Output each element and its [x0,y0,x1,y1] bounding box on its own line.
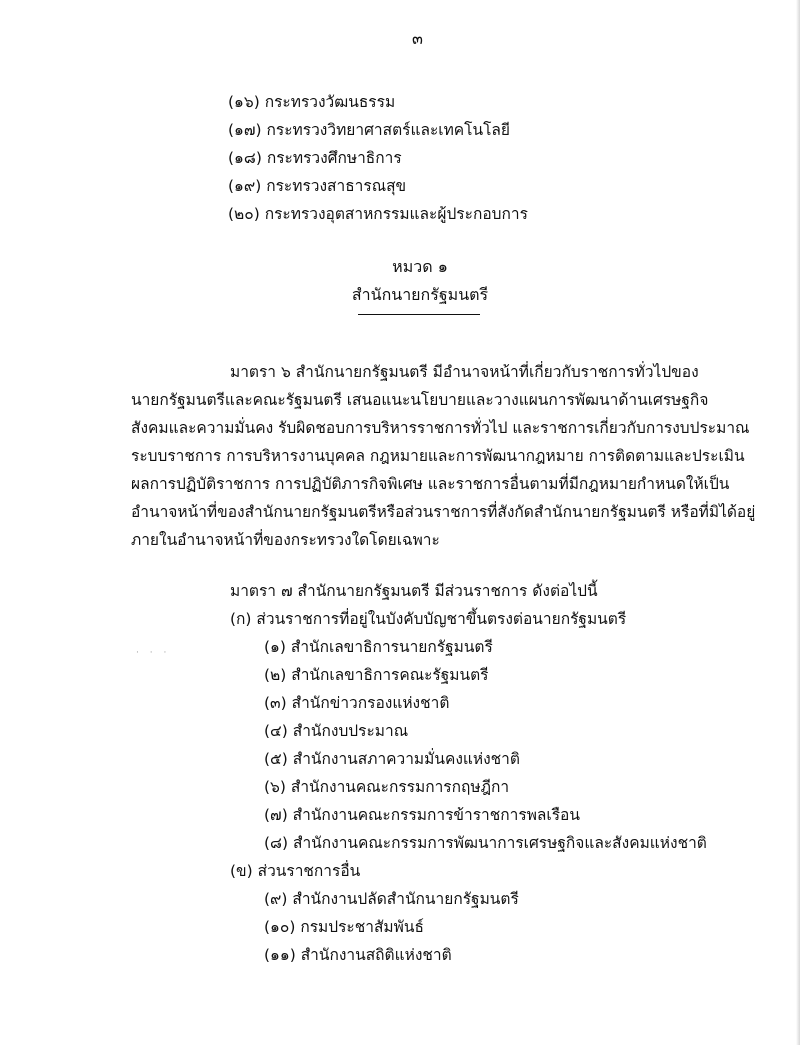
scan-edge [796,0,800,1045]
paragraph-line: มาตรา ๖ สำนักนายกรัฐมนตรี มีอำนาจหน้าที่เกี่ยวกับราชการทั่วไปของ [230,363,699,381]
paragraph-line: อำนาจหน้าที่ของสำนักนายกรัฐมนตรีหรือส่วนราชการที่สังกัดสำนักนายกรัฐมนตรี หรือที่มิได้อยู่ [131,503,756,521]
paragraph-line: ภายในอำนาจหน้าที่ของกระทรวงใดโดยเฉพาะ [131,531,440,549]
list-item: (๔) สำนักงบประมาณ [264,722,409,740]
chapter-heading: หมวด ๑ [392,257,448,276]
list-item: (๑๘) กระทรวงศึกษาธิการ [228,149,402,167]
list-item: (๖) สำนักงานคณะกรรมการกฤษฎีกา [264,778,510,796]
list-item: (๕) สำนักงานสภาความมั่นคงแห่งชาติ [264,750,520,768]
list-item: (๗) สำนักงานคณะกรรมการข้าราชการพลเรือน [264,806,580,824]
list-item: (๑๖) กระทรวงวัฒนธรรม [228,93,396,111]
group-label: (ก) ส่วนราชการที่อยู่ในบังคับบัญชาขึ้นตรงต่อนายกรัฐมนตรี [230,610,627,628]
list-item: (๑๑) สำนักงานสถิติแห่งชาติ [264,946,452,964]
scan-speck: · · · [136,648,171,658]
list-item: (๘) สำนักงานคณะกรรมการพัฒนาการเศรษฐกิจและสังคมแห่งชาติ [264,834,707,852]
title-underline [358,314,480,315]
group-label: (ข) ส่วนราชการอื่น [230,862,361,880]
list-item: (๑๙) กระทรวงสาธารณสุข [228,177,407,195]
paragraph-line: นายกรัฐมนตรีและคณะรัฐมนตรี เสนอแนะนโยบายและวางแผนการพัฒนาด้านเศรษฐกิจ [131,391,709,409]
paragraph-line: สังคมและความมั่นคง รับผิดชอบการบริหารราชการทั่วไป และราชการเกี่ยวกับการงบประมาณ [131,419,750,437]
list-item: (๙) สำนักงานปลัดสำนักนายกรัฐมนตรี [264,890,519,908]
page-number: ๓ [412,29,423,48]
list-item: (๑๐) กรมประชาสัมพันธ์ [264,918,424,936]
list-item: (๓) สำนักข่าวกรองแห่งชาติ [264,694,450,712]
paragraph-line: ผลการปฏิบัติราชการ การปฏิบัติภารกิจพิเศษ และราชการอื่นตามที่มีกฎหมายกำหนดให้เป็น [131,475,730,493]
paragraph-line: ระบบราชการ การบริหารงานบุคคล กฎหมายและการพัฒนากฎหมาย การติดตามและประเมิน [131,447,745,465]
list-item: (๑) สำนักเลขาธิการนายกรัฐมนตรี [264,638,493,656]
chapter-title: สำนักนายกรัฐมนตรี [351,285,489,304]
list-item: (๑๗) กระทรวงวิทยาศาสตร์และเทคโนโลยี [228,121,510,139]
list-item: (๒๐) กระทรวงอุตสาหกรรมและผู้ประกอบการ [228,205,528,223]
section-intro: มาตรา ๗ สำนักนายกรัฐมนตรี มีส่วนราชการ ดังต่อไปนี้ [230,582,598,600]
list-item: (๒) สำนักเลขาธิการคณะรัฐมนตรี [264,666,489,684]
